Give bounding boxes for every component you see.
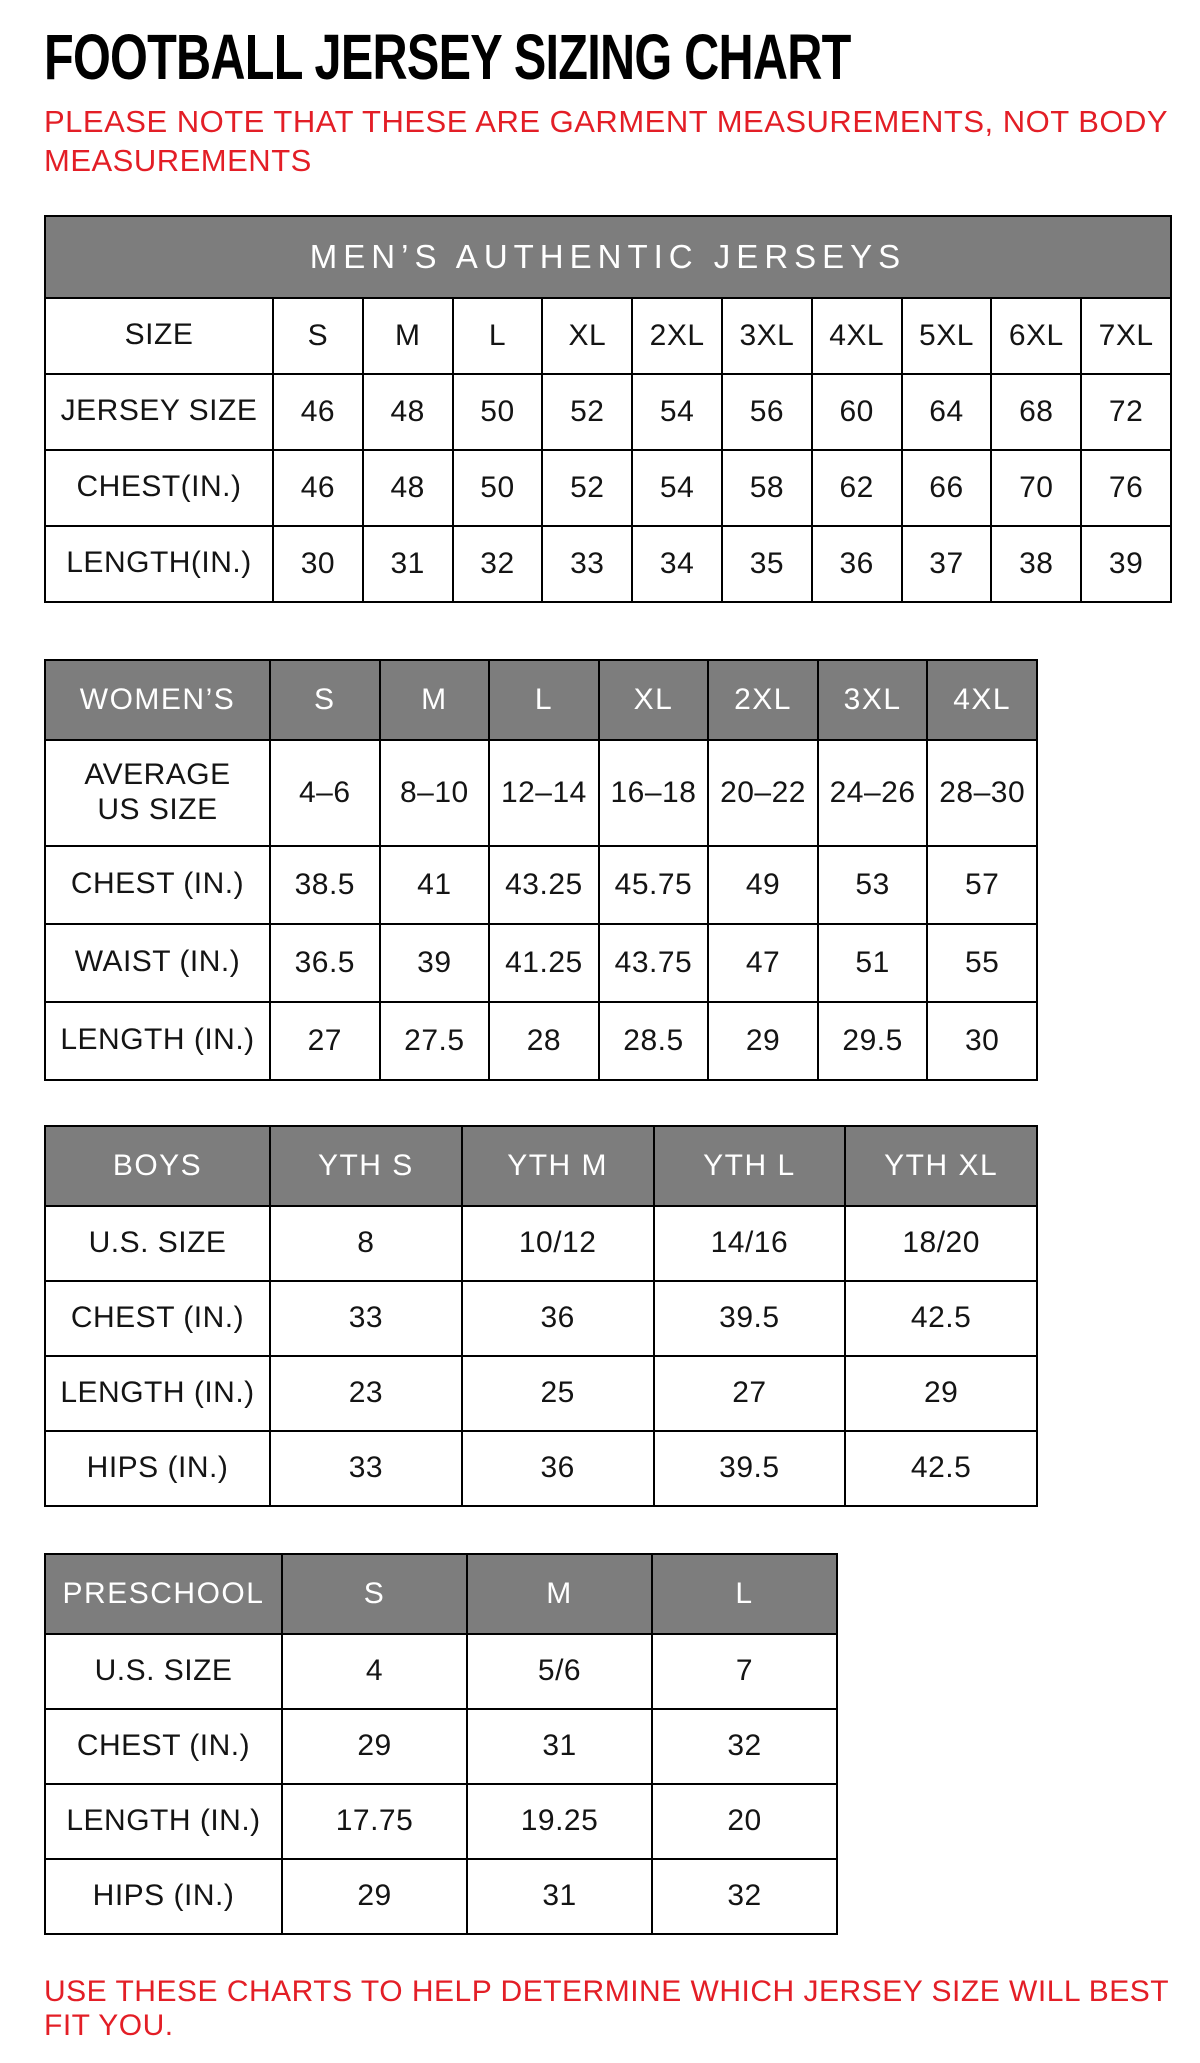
- table-cell: 37: [902, 526, 992, 602]
- header-row: [45, 660, 1037, 740]
- table-cell: 31: [363, 526, 453, 602]
- table-row: [45, 1206, 1037, 1281]
- table-cell: 45.75: [599, 846, 709, 924]
- table-row: [45, 740, 1037, 846]
- table-cell: L: [453, 298, 543, 374]
- table-row: [45, 298, 1171, 374]
- table-cell: 36: [462, 1281, 654, 1356]
- table-row: [45, 1634, 837, 1709]
- table-cell: 29.5: [818, 1002, 928, 1080]
- table-cell: 27: [654, 1356, 846, 1431]
- table-cell: 64: [902, 374, 992, 450]
- table-cell: 5XL: [902, 298, 992, 374]
- table-cell: 76: [1081, 450, 1171, 526]
- table-cell: 50: [453, 374, 543, 450]
- table-row: [45, 1281, 1037, 1356]
- row-label: LENGTH(IN.): [45, 526, 273, 602]
- table-cell: 42.5: [845, 1281, 1037, 1356]
- table-cell: 28–30: [927, 740, 1037, 846]
- table-cell: 49: [708, 846, 818, 924]
- table-cell: 28: [489, 1002, 599, 1080]
- row-label: CHEST (IN.): [45, 846, 270, 924]
- table-cell: 46: [273, 450, 363, 526]
- table-cell: 66: [902, 450, 992, 526]
- table-cell: 55: [927, 924, 1037, 1002]
- mens-banner: MEN’S AUTHENTIC JERSEYS: [45, 216, 1171, 298]
- table-cell: 16–18: [599, 740, 709, 846]
- table-cell: 54: [632, 450, 722, 526]
- row-label: LENGTH (IN.): [45, 1784, 282, 1859]
- table-cell: 4: [282, 1634, 467, 1709]
- table-row: [45, 526, 1171, 602]
- table-cell: 27: [270, 1002, 380, 1080]
- table-cell: 4–6: [270, 740, 380, 846]
- table-cell: 36: [462, 1431, 654, 1506]
- table-row: [45, 846, 1037, 924]
- row-label: WAIST (IN.): [45, 924, 270, 1002]
- table-cell: 48: [363, 450, 453, 526]
- table-cell: 2XL: [632, 298, 722, 374]
- table-cell: 46: [273, 374, 363, 450]
- table-cell: M: [363, 298, 453, 374]
- table-cell: 12–14: [489, 740, 599, 846]
- table-cell: 14/16: [654, 1206, 846, 1281]
- table-cell: 3XL: [722, 298, 812, 374]
- column-header: S: [282, 1554, 467, 1634]
- table-cell: 28.5: [599, 1002, 709, 1080]
- table-cell: 56: [722, 374, 812, 450]
- table-cell: 33: [270, 1431, 462, 1506]
- table-cell: 41: [380, 846, 490, 924]
- preschool-header-label: PRESCHOOL: [45, 1554, 282, 1634]
- column-header: S: [270, 660, 380, 740]
- table-cell: 47: [708, 924, 818, 1002]
- table-cell: 36.5: [270, 924, 380, 1002]
- table-row: [45, 450, 1171, 526]
- table-cell: 29: [282, 1709, 467, 1784]
- table-cell: 43.75: [599, 924, 709, 1002]
- table-row: [45, 1002, 1037, 1080]
- table-cell: 29: [845, 1356, 1037, 1431]
- table-cell: 4XL: [812, 298, 902, 374]
- preschool-sizing-table: [44, 1553, 838, 1935]
- row-label: HIPS (IN.): [45, 1859, 282, 1934]
- table-cell: 24–26: [818, 740, 928, 846]
- column-header: M: [380, 660, 490, 740]
- table-row: [45, 924, 1037, 1002]
- table-row: [45, 1431, 1037, 1506]
- column-header: L: [652, 1554, 837, 1634]
- boys-header-label: BOYS: [45, 1126, 270, 1206]
- column-header: 4XL: [927, 660, 1037, 740]
- table-cell: 57: [927, 846, 1037, 924]
- table-cell: 20–22: [708, 740, 818, 846]
- table-cell: 35: [722, 526, 812, 602]
- table-cell: S: [273, 298, 363, 374]
- table-cell: 7XL: [1081, 298, 1171, 374]
- row-label: JERSEY SIZE: [45, 374, 273, 450]
- table-cell: 53: [818, 846, 928, 924]
- row-label: U.S. SIZE: [45, 1634, 282, 1709]
- table-cell: 42.5: [845, 1431, 1037, 1506]
- table-cell: 33: [542, 526, 632, 602]
- table-cell: 43.25: [489, 846, 599, 924]
- table-cell: 30: [927, 1002, 1037, 1080]
- table-cell: 31: [467, 1859, 652, 1934]
- womens-header-label: WOMEN’S: [45, 660, 270, 740]
- table-cell: 17.75: [282, 1784, 467, 1859]
- table-cell: 29: [708, 1002, 818, 1080]
- table-cell: 33: [270, 1281, 462, 1356]
- table-cell: XL: [542, 298, 632, 374]
- table-cell: 18/20: [845, 1206, 1037, 1281]
- row-label: U.S. SIZE: [45, 1206, 270, 1281]
- row-label: LENGTH (IN.): [45, 1002, 270, 1080]
- table-cell: 48: [363, 374, 453, 450]
- table-cell: 58: [722, 450, 812, 526]
- table-cell: 38: [991, 526, 1081, 602]
- table-cell: 6XL: [991, 298, 1081, 374]
- table-row: [45, 374, 1171, 450]
- column-header: YTH M: [462, 1126, 654, 1206]
- table-cell: 50: [453, 450, 543, 526]
- column-header: 2XL: [708, 660, 818, 740]
- column-header: YTH S: [270, 1126, 462, 1206]
- table-cell: 52: [542, 450, 632, 526]
- table-cell: 60: [812, 374, 902, 450]
- table-cell: 5/6: [467, 1634, 652, 1709]
- table-cell: 8–10: [380, 740, 490, 846]
- table-cell: 54: [632, 374, 722, 450]
- table-cell: 39.5: [654, 1281, 846, 1356]
- table-cell: 41.25: [489, 924, 599, 1002]
- table-cell: 39: [1081, 526, 1171, 602]
- row-label: CHEST (IN.): [45, 1281, 270, 1356]
- table-cell: 70: [991, 450, 1081, 526]
- table-row: [45, 1356, 1037, 1431]
- table-cell: 31: [467, 1709, 652, 1784]
- table-cell: 51: [818, 924, 928, 1002]
- boys-sizing-table: [44, 1125, 1038, 1507]
- garment-measurements-note: PLEASE NOTE THAT THESE ARE GARMENT MEASUREMENTS, NOT BODY MEASUREMENTS: [44, 104, 1169, 178]
- column-header: YTH L: [654, 1126, 846, 1206]
- row-label: SIZE: [45, 298, 273, 374]
- table-cell: 25: [462, 1356, 654, 1431]
- table-cell: 32: [453, 526, 543, 602]
- column-header: M: [467, 1554, 652, 1634]
- table-row: [45, 1859, 837, 1934]
- column-header: L: [489, 660, 599, 740]
- mens-authentic-jerseys-table: [44, 215, 1172, 603]
- table-cell: 8: [270, 1206, 462, 1281]
- row-label: AVERAGE US SIZE: [45, 740, 270, 846]
- banner-row: [45, 216, 1171, 298]
- table-cell: 68: [991, 374, 1081, 450]
- table-cell: 20: [652, 1784, 837, 1859]
- table-cell: 52: [542, 374, 632, 450]
- header-row: [45, 1554, 837, 1634]
- table-cell: 39.5: [654, 1431, 846, 1506]
- table-cell: 7: [652, 1634, 837, 1709]
- header-row: [45, 1126, 1037, 1206]
- row-label: CHEST (IN.): [45, 1709, 282, 1784]
- fit-advice-note: USE THESE CHARTS TO HELP DETERMINE WHICH JERSEY SIZE WILL BEST FIT YOU.: [44, 1974, 1169, 2042]
- table-row: [45, 1709, 837, 1784]
- table-cell: 34: [632, 526, 722, 602]
- row-label: HIPS (IN.): [45, 1431, 270, 1506]
- table-cell: 27.5: [380, 1002, 490, 1080]
- table-cell: 23: [270, 1356, 462, 1431]
- row-label: CHEST(IN.): [45, 450, 273, 526]
- table-row: [45, 1784, 837, 1859]
- column-header: YTH XL: [845, 1126, 1037, 1206]
- table-cell: 38.5: [270, 846, 380, 924]
- table-cell: 62: [812, 450, 902, 526]
- table-cell: 36: [812, 526, 902, 602]
- table-cell: 30: [273, 526, 363, 602]
- column-header: XL: [599, 660, 709, 740]
- page-title: FOOTBALL JERSEY SIZING CHART: [44, 21, 851, 93]
- table-cell: 29: [282, 1859, 467, 1934]
- column-header: 3XL: [818, 660, 928, 740]
- row-label: LENGTH (IN.): [45, 1356, 270, 1431]
- table-cell: 32: [652, 1859, 837, 1934]
- table-cell: 39: [380, 924, 490, 1002]
- table-cell: 19.25: [467, 1784, 652, 1859]
- table-cell: 72: [1081, 374, 1171, 450]
- womens-sizing-table: [44, 659, 1038, 1081]
- table-cell: 10/12: [462, 1206, 654, 1281]
- table-cell: 32: [652, 1709, 837, 1784]
